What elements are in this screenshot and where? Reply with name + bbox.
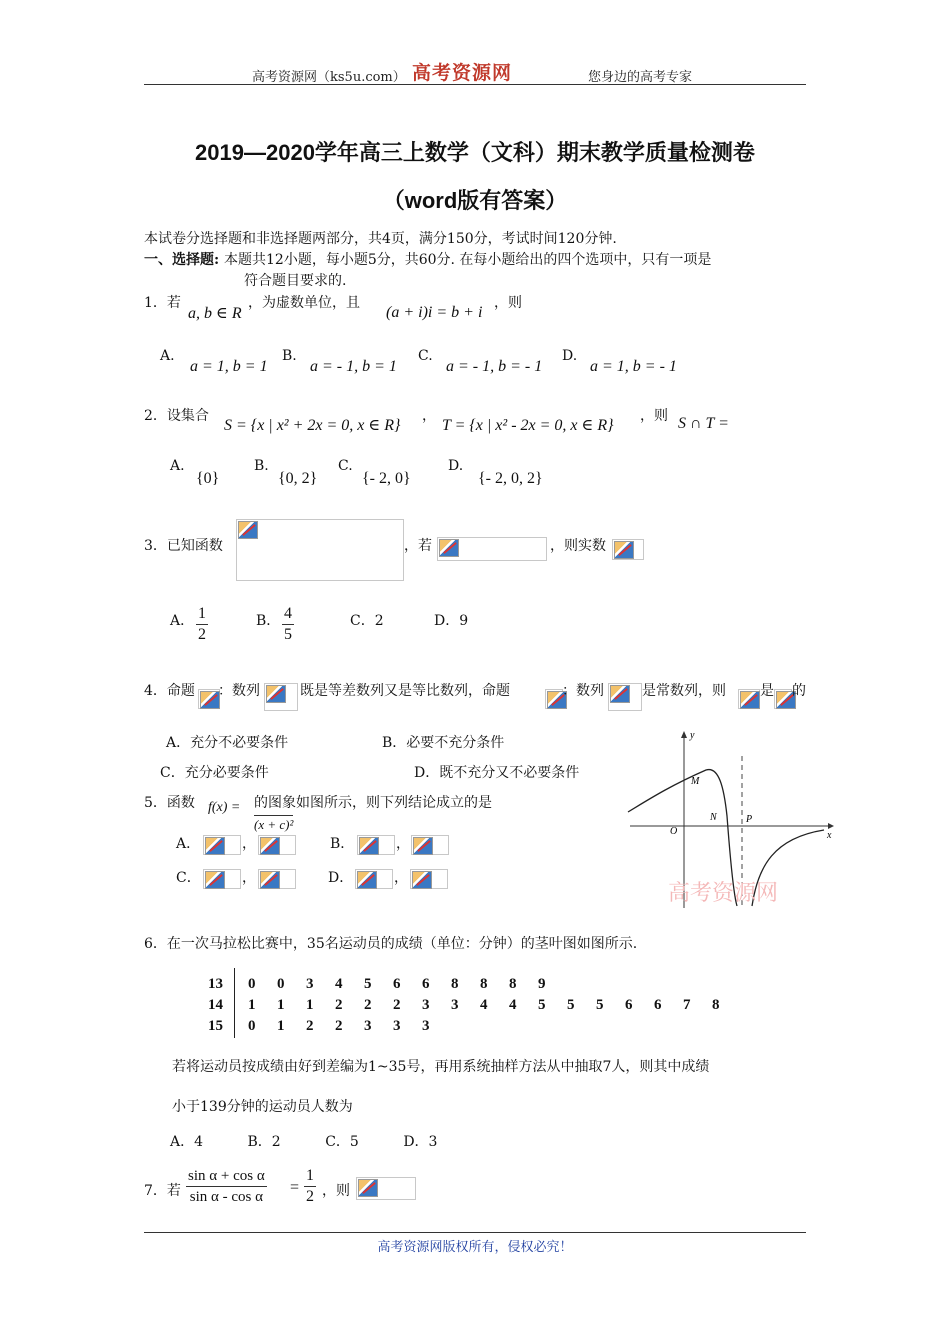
q7-then: ，则 [322, 1183, 350, 1199]
q7-denominator: sin α - cos α [189, 1189, 263, 1205]
q4-seq-image-1 [264, 683, 298, 711]
broken-image-icon [260, 871, 280, 889]
leaf-value: 2 [364, 997, 372, 1013]
q5-opt-c-label: C． [176, 870, 201, 886]
q2-opt-d-label: D. [448, 458, 464, 474]
graph-x-label: x [827, 830, 832, 841]
q2-opt-c[interactable]: {- 2, 0} [362, 470, 411, 487]
leaf-value: 6 [625, 997, 633, 1013]
page-subtitle: （word版有答案） [382, 188, 568, 213]
y-axis-arrow [681, 731, 687, 738]
stem-row [208, 974, 741, 995]
q1-equation: (a + i)i = b + i [386, 304, 483, 321]
q5-function: f(x) = [208, 800, 241, 815]
q1-opt-d-label: D. [562, 348, 578, 364]
q3-opt-b-den: 5 [284, 626, 292, 643]
q7-equals: = [290, 1179, 300, 1196]
q2-expr: S ∩ T = [678, 415, 729, 432]
graph-m-label: M [691, 776, 700, 787]
q3-opt-a-den: 2 [198, 626, 206, 643]
leaf-value: 6 [393, 976, 401, 992]
broken-image-icon [358, 1179, 378, 1197]
q2-set-t: T = {x | x² - 2x = 0, x ∈ R} [442, 417, 614, 434]
page-title: 2019—2020学年高三上数学（文科）期末教学质量检测卷 [195, 140, 755, 165]
q6-line-3: 小于139分钟的运动员人数为 [172, 1099, 353, 1115]
leaf-value: 3 [451, 997, 459, 1013]
q7-numerator: sin α + cos α [186, 1166, 267, 1187]
q3-number: 3．已知函数 [144, 538, 223, 554]
q3-opt-d[interactable]: D．9 [434, 613, 469, 629]
graph-n-label: N [710, 812, 717, 823]
q4-p-ref-image [738, 689, 760, 709]
broken-image-icon [205, 871, 225, 889]
leaf-value: 4 [335, 976, 343, 992]
leaf-value: 8 [480, 976, 488, 992]
q3-opt-c[interactable]: C．2 [350, 613, 384, 629]
stem-row [208, 995, 741, 1016]
q3-variable-image [612, 539, 644, 560]
q2-set-s: S = {x | x² + 2x = 0, x ∈ R} [224, 417, 401, 434]
q7-number: 7．若 [144, 1183, 181, 1199]
q4-text-2: 既是等差数列又是等比数列，命题 [300, 683, 510, 699]
q5-opt-d-sep: ， [394, 870, 408, 886]
section-text: 本题共12小题，每小题5分，共60分. 在每小题给出的四个选项中，只有一项是 [224, 252, 712, 268]
leaf-value: 5 [364, 976, 372, 992]
broken-image-icon [439, 539, 459, 557]
graph-p-label: P [746, 814, 753, 825]
q4-opt-d[interactable]: D．既不充分又不必要条件 [414, 765, 580, 781]
stem-value: 14 [208, 997, 223, 1013]
q1-opt-c[interactable]: a = - 1, b = - 1 [446, 358, 543, 375]
broken-image-icon [266, 685, 286, 703]
leaf-value: 9 [538, 976, 546, 992]
q1-number: 1．若 [144, 295, 181, 311]
q2-opt-b-label: B. [254, 458, 269, 474]
q5-text: 的图象如图所示，则下列结论成立的是 [254, 795, 492, 811]
q7-fraction [186, 1166, 267, 1207]
q5-opt-a-image-2[interactable] [258, 835, 296, 855]
leaf-value: 8 [712, 997, 720, 1013]
x-axis-arrow [828, 823, 834, 829]
q5-opt-a-image-1[interactable] [203, 835, 241, 855]
leaf-value: 1 [306, 997, 314, 1013]
q1-opt-c-label: C. [418, 348, 433, 364]
q5-denominator: (x + c)² [254, 817, 294, 832]
q4-text-1: ：数列 [218, 683, 260, 699]
q3-condition-image [437, 537, 547, 561]
q4-opt-a[interactable]: A．充分不必要条件 [166, 735, 289, 751]
site-logo: 高考资源网 [412, 62, 513, 84]
q5-opt-d-image-2[interactable] [410, 869, 448, 889]
q3-opt-b-label: B． [256, 613, 281, 629]
leaf-value: 1 [277, 1018, 285, 1034]
stem-value: 13 [208, 976, 223, 992]
broken-image-icon [200, 691, 220, 709]
header-left: 高考资源网（ks5u.com） [252, 70, 406, 85]
q1-mid: ，为虚数单位，且 [248, 295, 360, 311]
q5-opt-b-label: B． [330, 836, 355, 852]
q5-opt-c-image-1[interactable] [203, 869, 241, 889]
q5-opt-d-image-1[interactable] [355, 869, 393, 889]
q2-opt-a-label: A. [170, 458, 185, 474]
q2-then: ，则 [640, 408, 668, 424]
leaf-value: 3 [393, 1018, 401, 1034]
q4-p-image [198, 689, 220, 709]
q2-opt-d[interactable]: {- 2, 0, 2} [478, 470, 543, 487]
leaf-value: 3 [364, 1018, 372, 1034]
broken-image-icon [359, 837, 379, 855]
broken-image-icon [740, 691, 760, 709]
q6-text: 6．在一次马拉松比赛中，35名运动员的成绩（单位：分钟）的茎叶图如图所示. [144, 936, 638, 952]
q4-text-5: 是 [760, 683, 774, 699]
section-label: 一、选择题: [144, 252, 220, 268]
q6-line-2: 若将运动员按成绩由好到差编为1~35号，再用系统抽样方法从中抽取7人，则其中成绩 [172, 1059, 710, 1075]
leaf-value: 2 [335, 1018, 343, 1034]
stem-leaf-plot [208, 974, 741, 1037]
leaf-value: 5 [596, 997, 604, 1013]
stem-divider [234, 968, 235, 1038]
leaf-value: 0 [277, 976, 285, 992]
q4-q-ref-image [774, 689, 792, 709]
q2-opt-a[interactable]: {0} [196, 470, 220, 487]
q5-opt-c-sep: ， [242, 870, 256, 886]
q2-comma: ， [422, 408, 436, 424]
broken-image-icon [412, 871, 432, 889]
q4-opt-b[interactable]: B．必要不充分条件 [382, 735, 505, 751]
footer-copyright: 高考资源网版权所有，侵权必究！ [377, 1240, 573, 1255]
leaf-value: 4 [480, 997, 488, 1013]
leaf-value: 3 [306, 976, 314, 992]
leaf-value: 5 [567, 997, 575, 1013]
q4-seq-image-2 [608, 683, 642, 711]
broken-image-icon [205, 837, 225, 855]
stem-row [208, 1016, 741, 1037]
broken-image-icon [260, 837, 280, 855]
q3-opt-a[interactable] [196, 604, 208, 645]
broken-image-icon [238, 521, 258, 539]
q3-opt-b[interactable] [282, 604, 294, 645]
q5-opt-b-image-2[interactable] [411, 835, 449, 855]
q2-opt-b[interactable]: {0, 2} [278, 470, 318, 487]
q1-opt-a-label: A. [160, 348, 175, 364]
q5-opt-b-image-1[interactable] [357, 835, 395, 855]
q1-condition: a, b ∈ R [188, 305, 242, 322]
q2-opt-c-label: C. [338, 458, 353, 474]
q6-options[interactable]: A．4 B．2 C．5 D．3 [170, 1134, 438, 1150]
q3-then: ，则实数 [550, 538, 606, 554]
q1-end: ，则 [494, 295, 522, 311]
q5-function-graph [624, 726, 836, 912]
leaf-value: 3 [422, 1018, 430, 1034]
q4-opt-c[interactable]: C．充分必要条件 [160, 765, 269, 781]
q4-q-image [545, 689, 563, 709]
q2-number: 2．设集合 [144, 408, 209, 424]
q3-opt-a-num: 1 [196, 604, 208, 625]
leaf-value: 7 [683, 997, 691, 1013]
leaf-value: 0 [248, 976, 256, 992]
q3-opt-b-num: 4 [282, 604, 294, 625]
broken-image-icon [614, 541, 634, 559]
graph-y-label: y [690, 730, 695, 741]
stem-value: 15 [208, 1018, 223, 1034]
q1-opt-b-label: B. [282, 348, 297, 364]
graph-watermark: 高考资源网 [668, 881, 779, 906]
leaf-value: 4 [509, 997, 517, 1013]
q3-function-image [236, 519, 404, 581]
q4-text-6: 的 [792, 683, 806, 699]
broken-image-icon [357, 871, 377, 889]
header-rule [144, 84, 806, 85]
leaf-value: 6 [422, 976, 430, 992]
q5-opt-b-sep: ， [396, 836, 410, 852]
q4-text-4: 是常数列，则 [642, 683, 726, 699]
leaf-value: 1 [248, 997, 256, 1013]
q3-opt-a-label: A． [170, 613, 195, 629]
q1-opt-d[interactable]: a = 1, b = - 1 [590, 358, 677, 375]
broken-image-icon [413, 837, 433, 855]
leaf-value: 2 [393, 997, 401, 1013]
q7-expression-image [356, 1177, 416, 1200]
q3-if: ，若 [404, 538, 432, 554]
leaf-value: 8 [451, 976, 459, 992]
section-text-2: 符合题目要求的. [244, 273, 347, 289]
q5-number: 5．函数 [144, 795, 195, 811]
q7-rhs-num: 1 [304, 1166, 316, 1187]
q4-number: 4．命题 [144, 683, 195, 699]
q1-opt-b[interactable]: a = - 1, b = 1 [310, 358, 397, 375]
q1-opt-a[interactable]: a = 1, b = 1 [190, 358, 268, 375]
q7-rhs-den: 2 [306, 1188, 314, 1205]
header-right: 您身边的高考专家 [588, 70, 693, 85]
leaf-value: 2 [335, 997, 343, 1013]
intro-text: 本试卷分选择题和非选择题两部分，共4页，满分150分，考试时间120分钟. [144, 231, 617, 247]
stem-leaf-table [208, 974, 741, 1037]
graph-o-label: O [670, 826, 678, 837]
q4-text-3: ：数列 [562, 683, 604, 699]
leaf-value: 3 [422, 997, 430, 1013]
q7-rhs [304, 1166, 316, 1207]
leaf-value: 6 [654, 997, 662, 1013]
q5-opt-a-label: A． [176, 836, 201, 852]
broken-image-icon [610, 685, 630, 703]
footer-rule [144, 1232, 806, 1233]
leaf-value: 1 [277, 997, 285, 1013]
q5-opt-c-image-2[interactable] [258, 869, 296, 889]
leaf-value: 5 [538, 997, 546, 1013]
q5-opt-d-label: D． [328, 870, 354, 886]
leaf-value: 8 [509, 976, 517, 992]
leaf-value: 2 [306, 1018, 314, 1034]
leaf-value: 0 [248, 1018, 256, 1034]
q5-opt-a-sep: ， [242, 836, 256, 852]
